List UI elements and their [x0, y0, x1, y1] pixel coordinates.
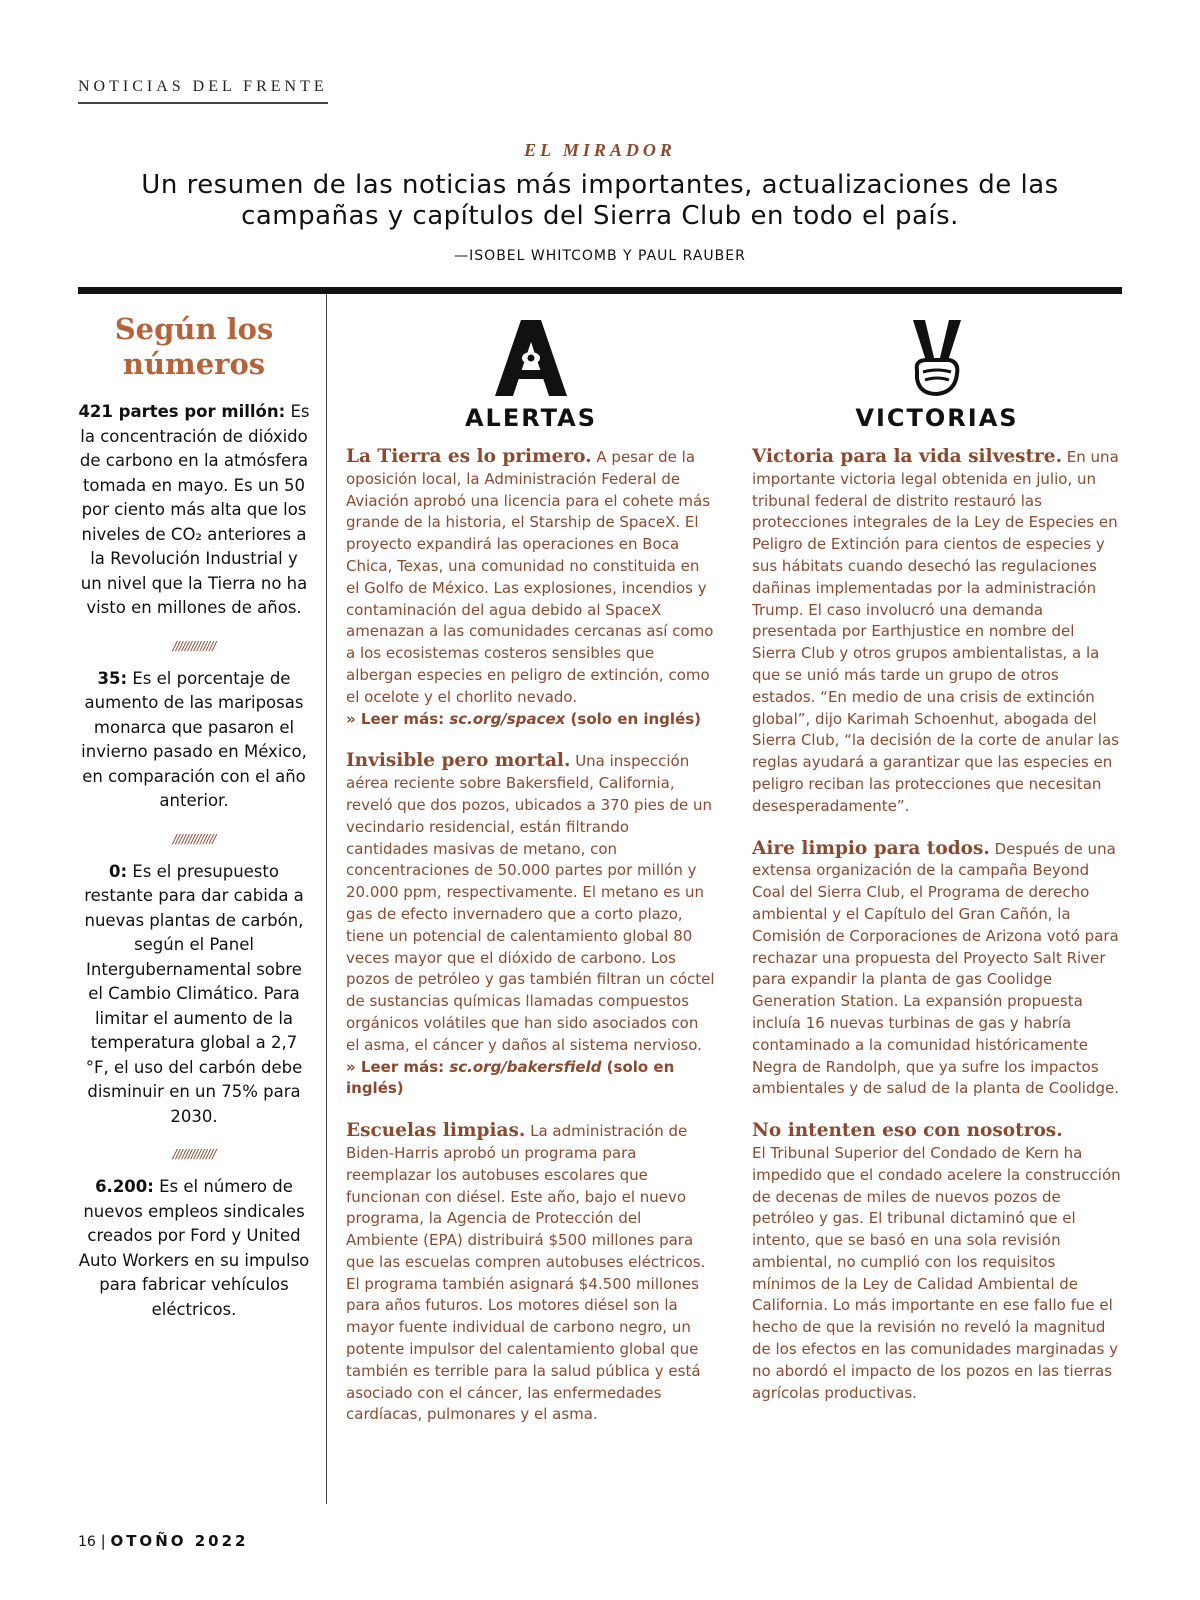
alerts-column — [346, 318, 716, 1446]
alerts-header — [346, 318, 716, 446]
story-title: Escuelas limpias. — [346, 1120, 526, 1142]
story-body: Después de una extensa organización de la campaña Beyond Coal del Sierra Club, el Programa de derecho ambiental y el Capítulo del Gran Cañón, la Comisión de Corporaciones de Arizona votó para rechazar una propuesta del Proyecto Salt River para expandir la planta de gas Coolidge Generation Station. La expansión propuesta incluía 16 nuevas turbinas de gas y habría contaminado a la comunidad históricamente Negra de Randolph, que ya sufre los impactos ambientales y de salud de la planta de Coolidge. — [752, 839, 1120, 1098]
page-footer — [78, 1532, 248, 1550]
stat-item — [78, 667, 310, 814]
stat-lead: 6.200: — [95, 1177, 154, 1196]
stat-item — [78, 400, 310, 621]
stat-item — [78, 860, 310, 1130]
stat-text: Es el presupuesto restante para dar cabida a nuevas plantas de carbón, según el Panel Intergubernamental sobre el Cambio Climático. Para limitar el aumento de la temperatura global a 2,7 °F, el uso del carbón debe disminuir en un 75% para 2030. — [84, 861, 304, 1126]
stat-lead: 35: — [97, 668, 128, 688]
victory-story — [752, 1120, 1122, 1404]
story-body: La administración de Biden-Harris aprobó un programa para reemplazar los autobuses escolares que funcionan con diésel. Este año, bajo el nuevo programa, la Agencia de Protección del Ambiente (EPA) distribuirá $500 millones para que las escuelas compren autobuses eléctricos. El programa también asignará $4.500 millones para años futuros. Los motores diésel son la mayor fuente individual de carbono negro, un potente impulsor del calentamiento global que también es terrible para la salud pública y está asociado con el cáncer, las enfermedades cardíacas, pulmonares y el asma. — [346, 1122, 706, 1424]
column-divider — [326, 294, 327, 1504]
story-title: Invisible pero mortal. — [346, 750, 571, 772]
victory-story — [752, 838, 1122, 1101]
read-more-url[interactable]: sc.org/bakersfield — [449, 1057, 602, 1076]
alert-story — [346, 1120, 716, 1426]
stat-lead: 421 partes por millón: — [78, 402, 286, 421]
alerts-label: ALERTAS — [464, 404, 598, 432]
top-rule — [78, 287, 1122, 294]
story-body: A pesar de la oposición local, la Administración Federal de Aviación aprobó una licencia para el cohete más grande de la historia, el Starship de SpaceX. El proyecto expandirá las operaciones en Boca Chica, Texas, una comunidad no constituida en el Golfo de México. Las explosiones, incendios y contaminación del agua debido al SpaceX amenazan a las comunidades cercanas así como a los ecosistemas costeros sensibles que albergan especies en peligro de extinción, como el ocelote y el chorlito nevado. — [346, 448, 714, 706]
stat-separator: ////////////// — [172, 1147, 216, 1161]
victories-header — [752, 318, 1122, 446]
story-title: La Tierra es lo primero. — [346, 446, 592, 467]
stat-lead: 0: — [109, 861, 128, 881]
victories-column — [752, 318, 1122, 1424]
story-title: Aire limpio para todos. — [752, 837, 990, 859]
story-body: El Tribunal Superior del Condado de Kern ha impedido que el condado acelere la construcción de decenas de miles de nuevos pozos de petróleo y gas. El tribunal dictaminó que el intento, que se basó en una sola revisión ambiental, no cumplió con los requisitos mínimos de la Ley de Calidad Ambiental de California. Lo más importante en ese fallo fue el hecho de que la revisión no reveló la magnitud de los efectos en las comunidades marginadas y no abordó el impacto de los pozos en las tierras agrícolas productivas. — [752, 1143, 1121, 1402]
stat-text: Es el porcentaje de aumento de las mariposas monarca que pasaron el invierno pasado en México, en comparación con el año anterior. — [81, 668, 307, 810]
read-more-url[interactable]: sc.org/spacex — [449, 709, 566, 728]
headline: Un resumen de las noticias más importantes, actualizaciones de las campañas y capítulos del Sierra Club en todo el país. — [141, 170, 1059, 231]
victory-hand-icon — [907, 318, 967, 398]
alert-story — [346, 446, 716, 730]
issue-season: OTOÑO 2022 — [110, 1532, 249, 1550]
read-more-link[interactable]: » Leer más: sc.org/spacex (solo en inglés) — [346, 709, 702, 728]
alert-story — [346, 750, 716, 1100]
story-title: Victoria para la vida silvestre. — [752, 446, 1063, 467]
page-number: 16 — [78, 1534, 96, 1550]
story-title: No intenten eso con nosotros. — [752, 1120, 1063, 1142]
stat-separator: ////////////// — [172, 638, 216, 653]
read-more-link[interactable]: » Leer más: sc.org/bakersfield (solo en inglés) — [346, 1057, 675, 1098]
stat-text: Es la concentración de dióxido de carbono en la atmósfera tomada en mayo. Es un 50 por ciento más alta que los niveles de CO₂ anteriores a la Revolución Industrial y un nivel que la Tierra no ha visto en millones de años. — [79, 402, 310, 617]
byline: —ISOBEL WHITCOMB Y PAUL RAUBER — [454, 248, 746, 264]
story-body: En una importante victoria legal obtenida en julio, un tribunal federal de distrito restauró las protecciones integrales de la Ley de Especies en Peligro de Extinción para cientos de especies y sus hábitats cuando desechó las regulaciones dañinas implementadas por la administración Trump. El caso involucró una demanda presentada por Earthjustice en nombre del Sierra Club y otros grupos ambientalistas, a la que se unió más tarde un grupo de otros estados. “En medio de una crisis de extinción global”, dijo Karimah Schoenhut, abogada del Sierra Club, “la decisión de la corte de anular las reglas ayudará a garantizar que las especies en peligro reciban las protecciones que necesitan desesperadamente”. — [752, 448, 1119, 815]
stats-column — [78, 312, 310, 1322]
victories-label: VICTORIAS — [855, 404, 1019, 432]
footer-divider: | — [100, 1532, 106, 1550]
alert-a-icon — [493, 318, 569, 398]
section-label: NOTICIAS DEL FRENTE — [78, 78, 328, 104]
kicker: EL MIRADOR — [524, 140, 676, 160]
victory-story — [752, 446, 1122, 818]
stat-separator: ////////////// — [172, 831, 216, 846]
story-body: Una inspección aérea reciente sobre Bakersfield, California, reveló que dos pozos, ubicados a 370 pies de un vecindario residencial, están filtrando cantidades masivas de metano, con concentraciones de 50.000 partes por millón y 20.000 ppm, respectivamente. El metano es un gas de efecto invernadero que a corto plazo, tiene un potencial de calentamiento global 80 veces mayor que el dióxido de carbono. Los pozos de petróleo y gas también filtran un cóctel de sustancias químicas llamadas compuestos orgánicos volátiles que han sido asociados con el asma, el cáncer y daños al sistema nervioso. — [346, 752, 715, 1054]
stats-title: Según los números — [114, 312, 274, 381]
stat-text: Es el número de nuevos empleos sindicales creados por Ford y United Auto Workers en su impulso para fabricar vehículos eléctricos. — [78, 1177, 310, 1319]
stat-item — [78, 1175, 310, 1322]
